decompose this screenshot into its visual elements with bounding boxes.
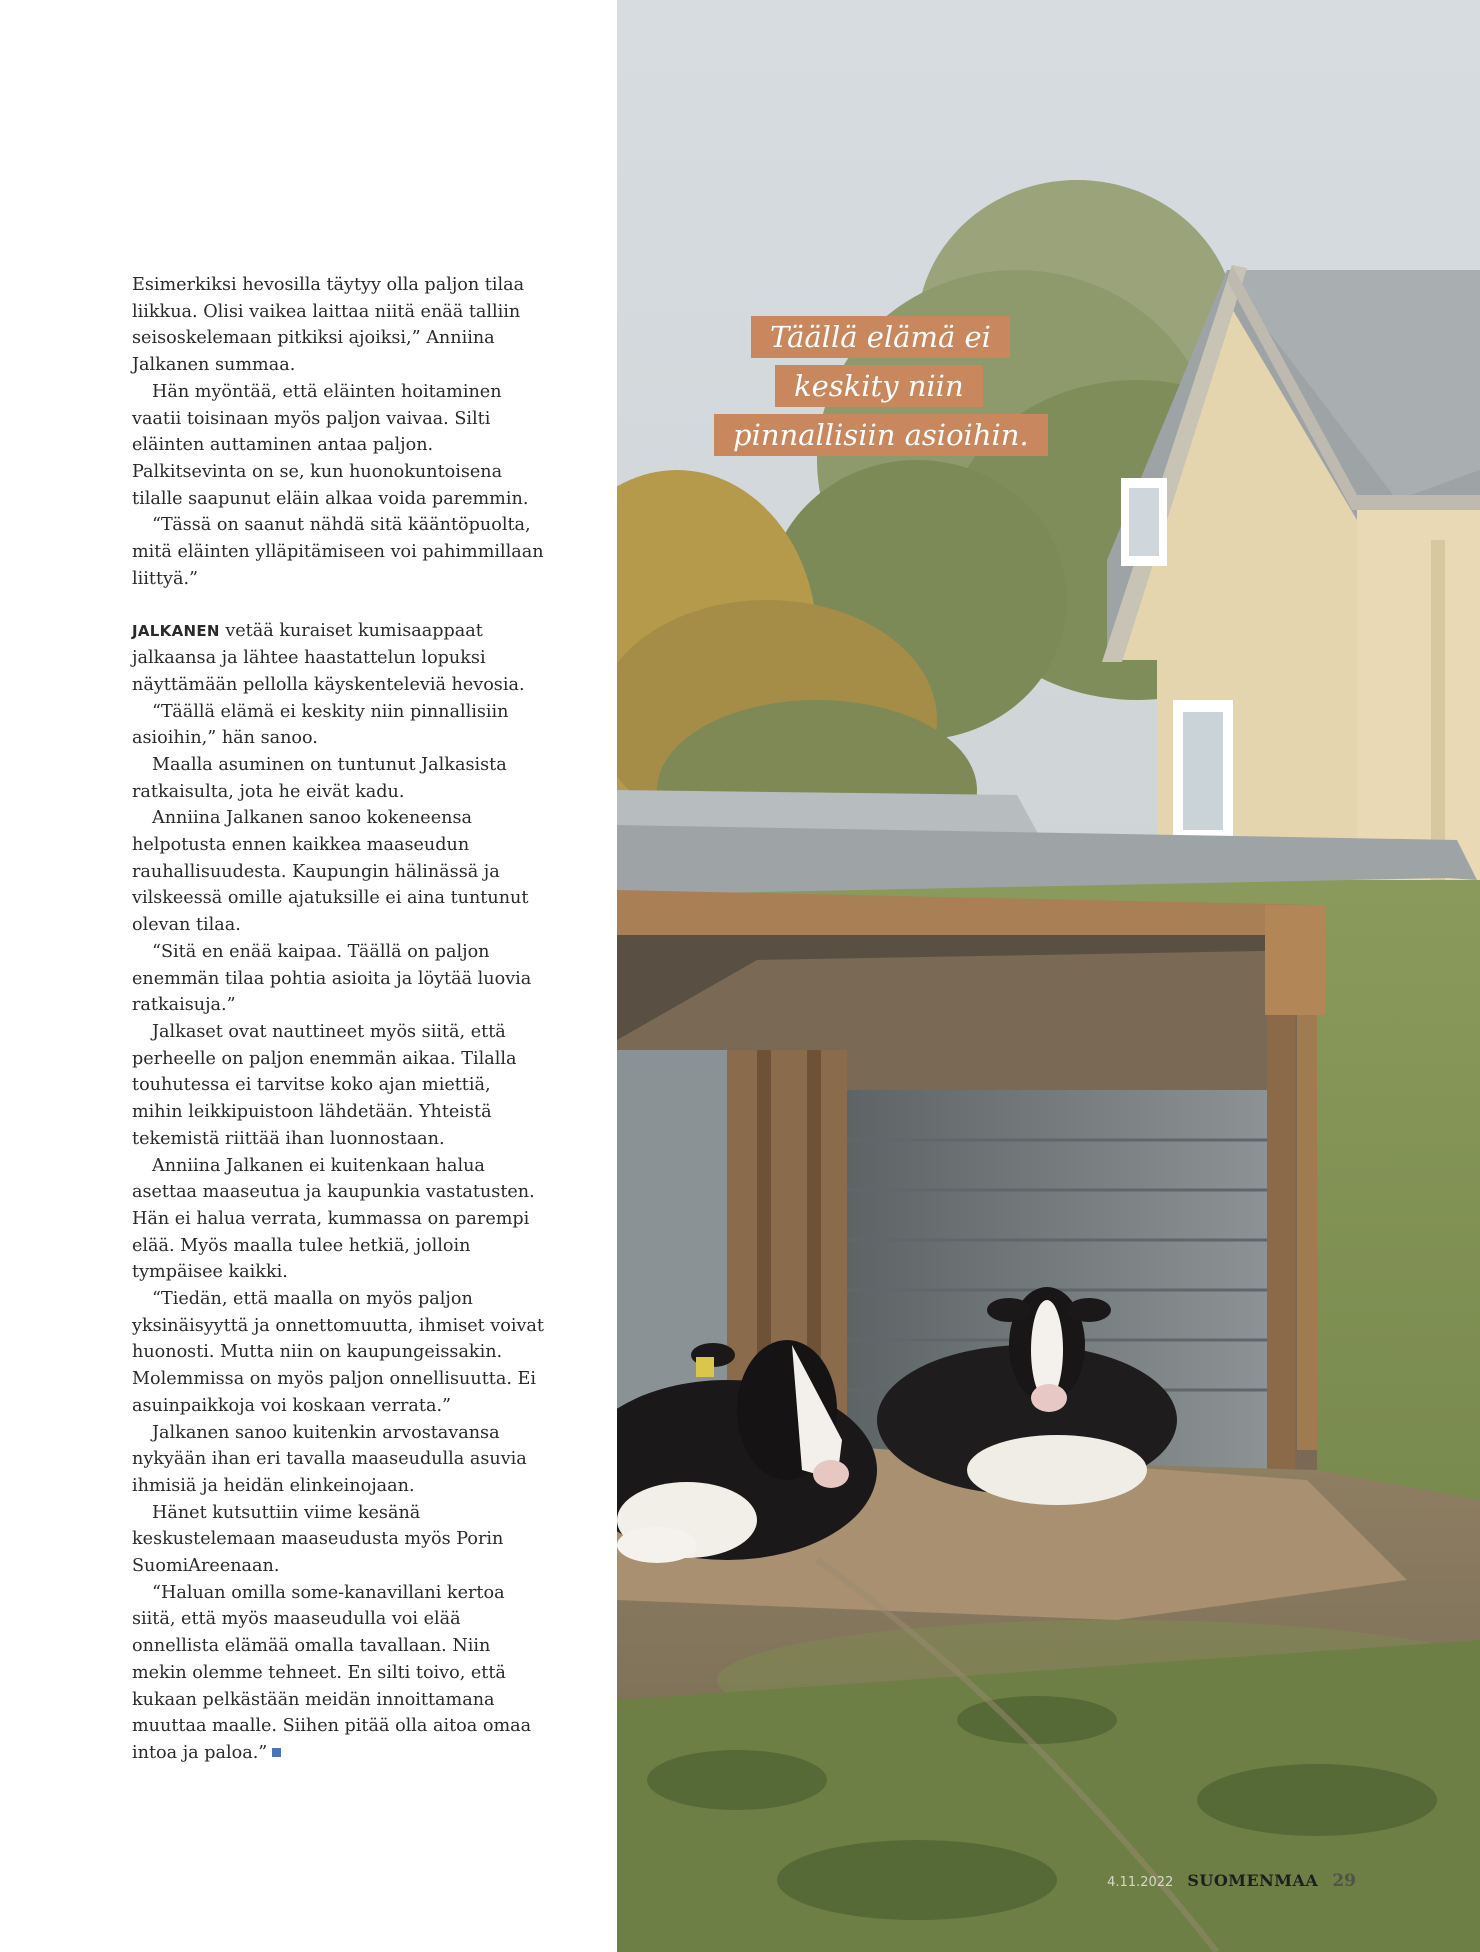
paragraph: Hän myöntää, että eläinten hoitaminen vaatii toisinaan myös paljon vaivaa. Silti eläinten auttaminen antaa paljon. Palkitsevinta on se, kun huonokuntoisena tilalle saapunut eläin alkaa voida paremmin.	[132, 381, 529, 509]
paragraph: Maalla asuminen on tuntunut Jalkasista ratkaisulta, jota he eivät kadu.	[132, 754, 507, 802]
page-footer	[1107, 1871, 1356, 1895]
section-gap	[132, 592, 544, 618]
end-mark-icon	[272, 1748, 281, 1757]
paragraph	[132, 1580, 544, 1767]
paragraph: Anniina Jalkanen ei kuitenkaan halua asettaa maaseutua ja kaupunkia vastatusten. Hän ei halua verrata, kummassa on parempi elää. Myös maalla tulee hetkiä, jolloin tympäisee kaikki.	[132, 1155, 535, 1283]
pull-quote-line: pinnallisiin asioihin.	[714, 414, 1048, 456]
paragraph: “Tässä on saanut nähdä sitä kääntöpuolta, mitä eläinten ylläpitämiseen voi pahimmillaan liittyä.”	[132, 515, 544, 589]
paragraph: Jalkanen sanoo kuitenkin arvostavansa nykyään ihan eri tavalla maaseudulla asuvia ihmisiä ja heidän elinkeinojaan.	[132, 1422, 527, 1496]
paragraph: “Tiedän, että maalla on myös paljon yksinäisyyttä ja onnettomuutta, ihmiset voivat huonosti. Mutta niin on kaupungeissakin. Molemmissa on myös paljon onnellisuutta. Ei asuinpaikkoja voi koskaan verrata.”	[132, 1289, 544, 1416]
paragraph-text: “Haluan omilla some-kanavillani kertoa siitä, että myös maaseudulla voi elää onnellista elämää omalla tavallaan. Niin mekin olemme tehneet. En silti toivo, että kukaan pelkästään meidän innoittamana muuttaa maalle. Siihen pitää olla aitoa omaa intoa ja paloa.”	[132, 1582, 532, 1763]
paragraph: “Sitä en enää kaipaa. Täällä on paljon enemmän tilaa pohtia asioita ja löytää luovia ratkaisuja.”	[132, 941, 532, 1016]
magazine-name: SUOMENMAA	[1187, 1871, 1319, 1890]
lead-in-word: JALKANEN	[132, 622, 220, 641]
paragraph: “Täällä elämä ei keskity niin pinnallisiin asioihin,” hän sanoo.	[132, 701, 509, 749]
paragraph: Hänet kutsuttiin viime kesänä keskustelemaan maaseudusta myös Porin SuomiAreenaan.	[132, 1502, 504, 1577]
paragraph: Esimerkiksi hevosilla täytyy olla paljon tilaa liikkua. Olisi vaikea laittaa niitä enää talliin seisoskelemaan pitkiksi ajoiksi,” Anniina Jalkanen summaa.	[132, 275, 525, 376]
pull-quote-line: Täällä elämä ei	[751, 316, 1010, 358]
calves-shelter-photo	[617, 0, 1480, 1952]
page-number: 29	[1332, 1871, 1356, 1891]
paragraph-text: vetää kuraiset kumisaappaat jalkaansa ja lähtee haastattelun lopuksi näyttämään pellolla käyskenteleviä hevosia.	[132, 621, 525, 695]
issue-date: 4.11.2022	[1107, 1875, 1174, 1890]
pull-quote-line: keskity niin	[775, 365, 983, 407]
paragraph	[132, 618, 544, 698]
paragraph: Anniina Jalkanen sanoo kokeneensa helpotusta ennen kaikkea maaseudun rauhallisuudesta. Kaupungin hälinässä ja vilskeessä omille ajatuksille ei aina tuntunut olevan tilaa.	[132, 808, 529, 936]
article-body	[132, 272, 544, 1767]
paragraph: Jalkaset ovat nauttineet myös siitä, että perheelle on paljon enemmän aikaa. Tilalla touhutessa ei tarvitse koko ajan miettiä, mihin leikkipuistoon lähdetään. Yhteistä tekemistä riittää ihan luonnostaan.	[132, 1021, 517, 1149]
